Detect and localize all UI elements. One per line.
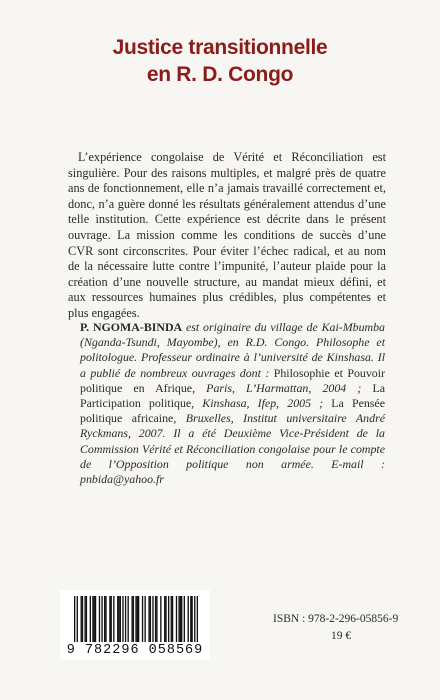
barcode-bar <box>194 596 195 642</box>
barcode-bar <box>142 596 143 642</box>
barcode-bar <box>105 596 106 642</box>
barcode-bars <box>74 596 198 642</box>
barcode-bar <box>160 596 161 642</box>
author-work-publisher: , Paris, L’Harmattan, 2004 ; <box>192 380 373 395</box>
barcode-bar <box>188 596 189 642</box>
barcode-bar <box>172 596 173 642</box>
barcode-bar <box>155 596 156 642</box>
barcode-bar <box>82 596 83 642</box>
barcode-bar <box>133 596 134 642</box>
barcode-bar <box>190 596 191 642</box>
barcode-bar <box>197 596 198 642</box>
barcode-bar <box>84 596 85 642</box>
barcode-bar <box>184 596 185 642</box>
author-work-publisher: , Kinshasa, Ifep, 2005 ; <box>191 396 332 411</box>
barcode-bar <box>176 596 177 642</box>
barcode-bar <box>120 596 121 642</box>
barcode-bar <box>94 596 95 642</box>
barcode-bar <box>122 596 123 642</box>
barcode-bar <box>191 596 192 642</box>
barcode-bar <box>99 596 100 642</box>
barcode-bar <box>125 596 126 642</box>
author-bio-closing: , Bruxelles, Institut universitaire André Ryckmans, 2007. Il a été Deuxième Vice-Président de la Commission Vérité et Réconciliation congolaise pour le compte de l’Opposition politique non armée. E-mail : pnbida@yahoo.fr <box>80 411 385 487</box>
barcode-bar <box>144 596 145 642</box>
barcode-bar <box>77 596 78 642</box>
barcode-bar <box>113 596 114 642</box>
barcode-bar <box>152 596 153 642</box>
author-name: P. NGOMA-BINDA <box>80 320 183 334</box>
barcode-bar <box>128 596 129 642</box>
barcode-bar <box>178 596 179 642</box>
barcode-bar <box>138 596 139 642</box>
barcode-bar <box>168 596 169 642</box>
barcode-bar <box>92 596 93 642</box>
author-work-title: La Pensée politique africaine <box>80 396 385 426</box>
barcode-bar <box>101 596 102 642</box>
author-biography <box>80 320 385 487</box>
barcode-bar <box>180 596 181 642</box>
book-title-line-1: Justice transitionnelle <box>112 36 328 59</box>
barcode-bar <box>118 596 119 642</box>
barcode-bar <box>74 596 75 642</box>
barcode <box>60 590 210 660</box>
isbn: ISBN : 978-2-296-05856-9 <box>273 613 399 625</box>
barcode-bar <box>165 596 166 642</box>
barcode-bar <box>117 596 118 642</box>
author-work-title: Philosophie et Pouvoir politique en Afrique <box>80 365 385 395</box>
barcode-bar <box>135 596 136 642</box>
author-bio-text: est originaire du village de Kai-Mbumba (Nganda-Tsundi, Mayombe), en R.D. Congo. Philosophe et politologue. Professeur ordinaire à l’université de Kinshasa. Il a publié de nombreux ouvrages dont : <box>80 320 385 380</box>
barcode-bar <box>111 596 112 642</box>
barcode-bar <box>171 596 172 642</box>
barcode-bar <box>95 596 96 642</box>
book-title-line-2: en R. D. Congo <box>146 63 294 86</box>
price: 19 € <box>331 630 352 642</box>
barcode-bar <box>90 596 91 642</box>
barcode-bar <box>137 596 138 642</box>
barcode-bar <box>131 596 132 642</box>
book-summary: L’expérience congolaise de Vérité et Réconciliation est singulière. Pour des raisons multiples, et malgré près de quatre ans de fonctionnement, elle n’a jamais travaillé correctement et, donc, n’a guère donné les résultats généralement attendus d’une telle institution. Cette expérience est décrite dans le présent ouvrage. La mission comme les conditions de succès d’une CVR sont circonscrites. Pour éviter l’échec radical, et au nom de la nécessaire lutte contre l’impunité, l’auteur plaide pour la création d’une nouvelle structure, au mandat mieux défini, et aux ressources humaines plus crédibles, plus compétentes et plus engagées. <box>68 150 386 320</box>
book-title <box>0 34 440 88</box>
barcode-bar <box>86 596 87 642</box>
barcode-bar <box>109 596 110 642</box>
barcode-bar <box>156 596 157 642</box>
barcode-bar <box>164 596 165 642</box>
barcode-bar <box>81 596 82 642</box>
barcode-bar <box>104 596 105 642</box>
barcode-bar <box>181 596 182 642</box>
barcode-bar <box>150 596 151 642</box>
barcode-digits: 9 782296 058569 <box>66 643 204 658</box>
barcode-bar <box>148 596 149 642</box>
author-work-title: La Participation politique <box>80 380 385 411</box>
